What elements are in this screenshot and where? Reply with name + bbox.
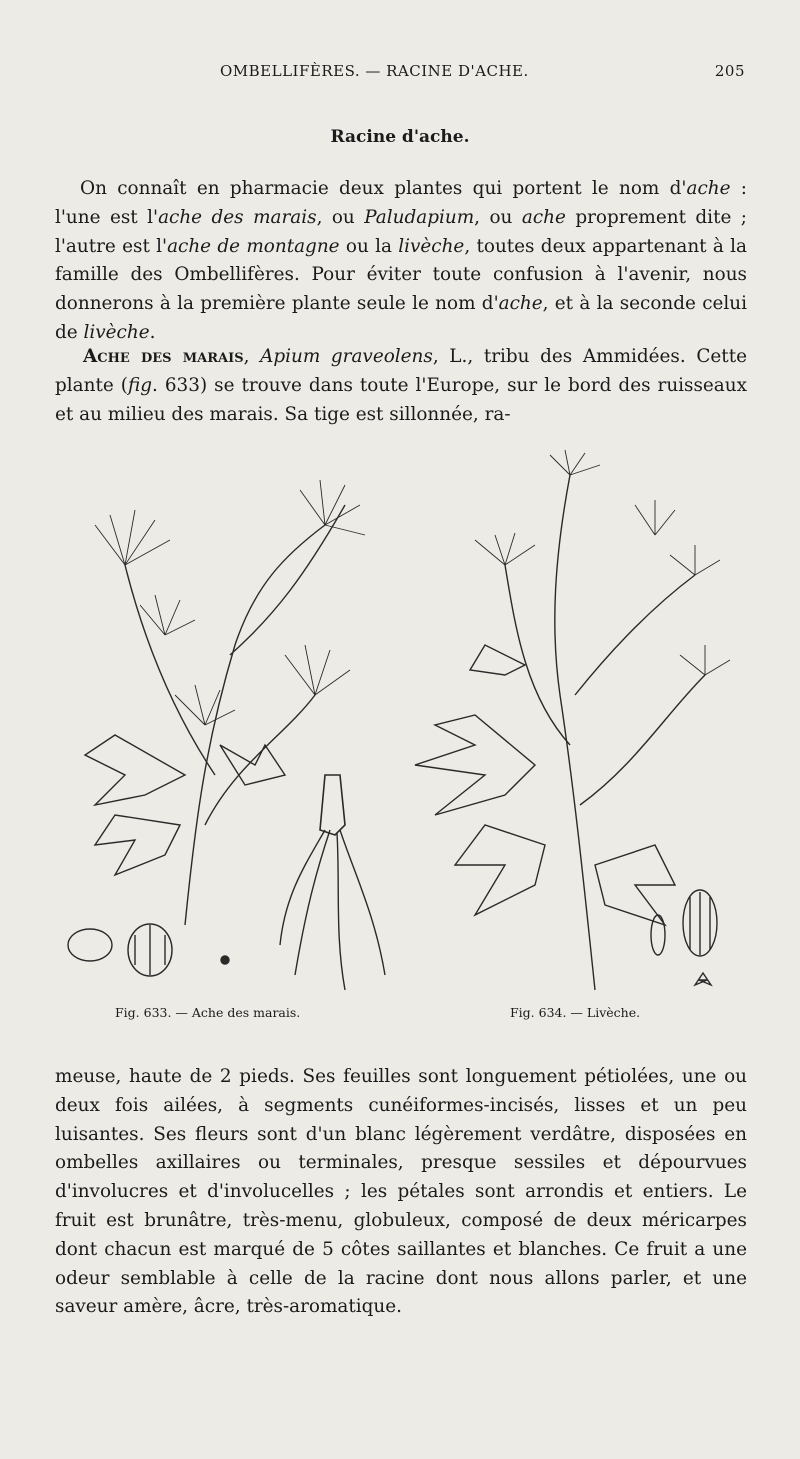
paragraph-ache-des-marais: Ache des marais, Apium graveolens, L., tribu des Ammidées. Cette plante (fig. 633) se trouve dans toute l'Europe, sur le bord des ruisseaux et au milieu des marais. Sa tige est sillonnée, ra- [55, 346, 747, 425]
plant-illustrations [55, 445, 745, 1005]
paragraph-description: meuse, haute de 2 pieds. Ses feuilles sont longuement pétiolées, une ou deux fois ailées, à segments cunéiformes-incisés, lisses et un peu luisantes. Ses fleurs sont d'un blanc légèrement verdâtre, disposées en ombelles axillaires ou terminales, presque sessiles et dépourvues d'involucres et d'involucelles ; les pétales sont arrondis et entiers. Le fruit est brunâtre, très-menu, globuleux, composé de deux méricarpes dont chacun est marqué de 5 côtes saillantes et blanches. Ce fruit a une odeur semblable à celle de la racine dont nous allons parler, et une saveur amère, âcre, très-aromatique. [55, 1066, 747, 1318]
fig-633-drawing [68, 480, 385, 990]
paragraph-intro: On connaît en pharmacie deux plantes qui portent le nom d'ache : l'une est l'ache des marais, ou Paludapium, ou ache proprement dite ; l'autre est l'ache de montagne ou la livèche, toutes deux appartenant à la famille des Ombellifères. Pour éviter toute confusion à l'avenir, nous donnerons à la première plante seule le nom d'ache, et à la seconde celui de livèche. [55, 178, 748, 343]
figures-area [55, 445, 745, 1025]
running-head [55, 62, 745, 86]
figure-caption-634: Fig. 634. — Livèche. [510, 1005, 641, 1020]
running-title: OMBELLIFÈRES. — RACINE D'ACHE. [220, 62, 529, 80]
figure-caption-633: Fig. 633. — Ache des marais. [115, 1005, 301, 1020]
fig-634-drawing [415, 450, 730, 990]
page-number: 205 [714, 62, 745, 80]
section-title: Racine d'ache. [330, 127, 470, 147]
